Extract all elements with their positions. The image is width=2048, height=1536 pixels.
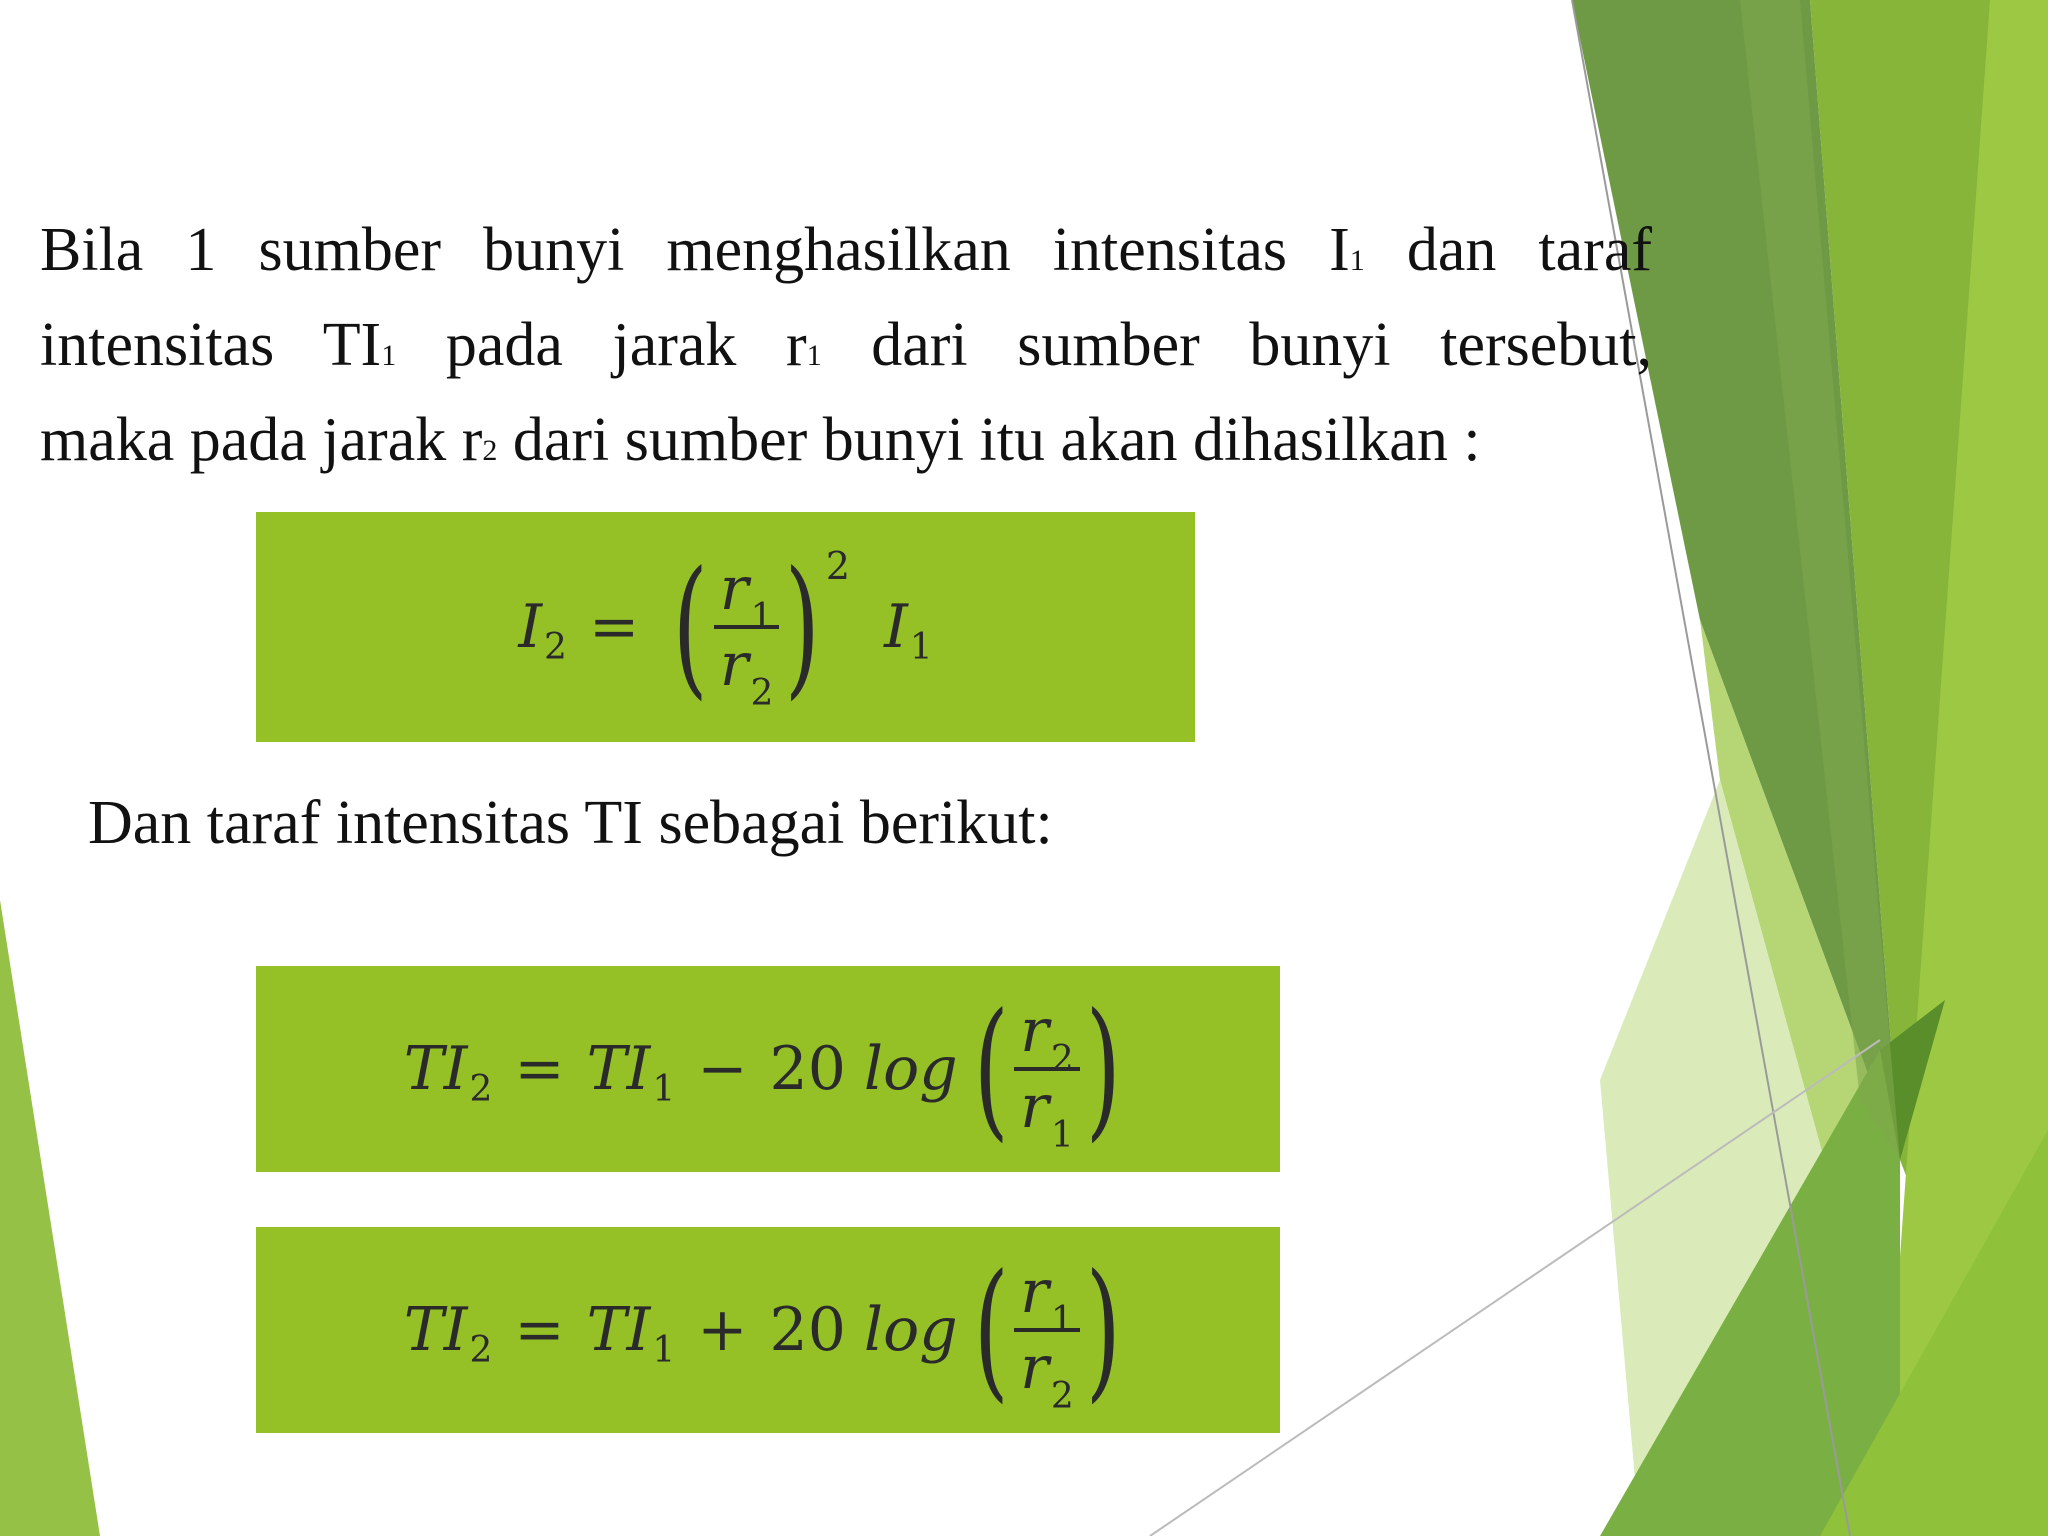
equals-sign: = [588,592,640,662]
fraction [714,554,780,714]
denominator [714,629,780,714]
log-function: log [863,1034,958,1104]
left-paren: ( [672,540,709,714]
text: maka pada jarak r [40,406,483,474]
denominator [1014,1071,1080,1156]
subscript: 1 [1050,1115,1074,1156]
formula-2 [403,982,1133,1156]
formula-intensity [256,512,1195,742]
log-function: log [863,1295,958,1365]
paragraph-line-3 [40,398,1652,493]
var: I [518,592,543,662]
operator: − [697,1034,748,1104]
left-paren: ( [973,982,1009,1156]
numerator [714,554,780,638]
paragraph-line-2 [40,303,1652,398]
subscript: 1 [1349,244,1365,277]
subscript: 1 [806,339,822,372]
formula-level-minus [256,966,1280,1172]
formula-level-plus [256,1227,1280,1433]
var: TI [403,1034,468,1104]
exponent: 2 [825,544,851,588]
formula-1 [518,540,933,714]
intro-paragraph [40,208,1652,493]
var: r [719,630,749,700]
var: r [1020,996,1049,1066]
var: r [1020,1072,1049,1142]
subtitle-text: Dan taraf intensitas TI sebagai berikut: [88,789,1053,857]
right-paren: ) [785,540,821,714]
equals-sign: = [514,1034,565,1104]
fraction [1014,1257,1080,1417]
operator: + [697,1295,748,1365]
var: r [1020,1333,1049,1403]
text: dan taraf [1364,216,1652,284]
right-paren: ) [1085,1243,1121,1417]
coefficient: 20 [769,1034,846,1104]
decor-shape-left [0,900,100,1536]
text: intensitas TI [40,311,382,379]
formula-3 [403,1243,1133,1417]
subscript: 1 [750,597,774,638]
var: r [1020,1257,1049,1327]
fraction [1014,996,1080,1156]
subscript: 1 [909,626,933,668]
subscript: 2 [482,434,498,467]
var: TI [586,1034,651,1104]
subscript: 2 [750,673,774,714]
right-paren: ) [1085,982,1121,1156]
coefficient: 20 [769,1295,846,1365]
subscript: 1 [381,339,397,372]
subscript: 1 [1050,1300,1074,1341]
text: Bila 1 sumber bunyi menghasilkan intensitas I [40,216,1350,284]
equals-sign: = [514,1295,565,1365]
denominator [1014,1332,1080,1417]
var: TI [403,1295,468,1365]
subscript: 2 [1050,1376,1074,1417]
subscript: 2 [469,1068,493,1110]
text: dari sumber bunyi itu akan dihasilkan : [497,406,1481,474]
text: pada jarak r [396,311,807,379]
numerator [1014,1257,1080,1341]
var: r [719,554,749,624]
subscript: 1 [652,1329,676,1371]
left-paren: ( [973,1243,1009,1417]
text: dari sumber bunyi tersebut, [821,311,1653,379]
subscript: 1 [652,1068,676,1110]
subscript: 2 [544,626,567,668]
numerator [1014,996,1080,1080]
subscript: 2 [1050,1039,1074,1080]
subscript: 2 [469,1329,493,1371]
paragraph-line-1 [40,208,1652,303]
var: I [884,592,908,662]
var: TI [586,1295,651,1365]
